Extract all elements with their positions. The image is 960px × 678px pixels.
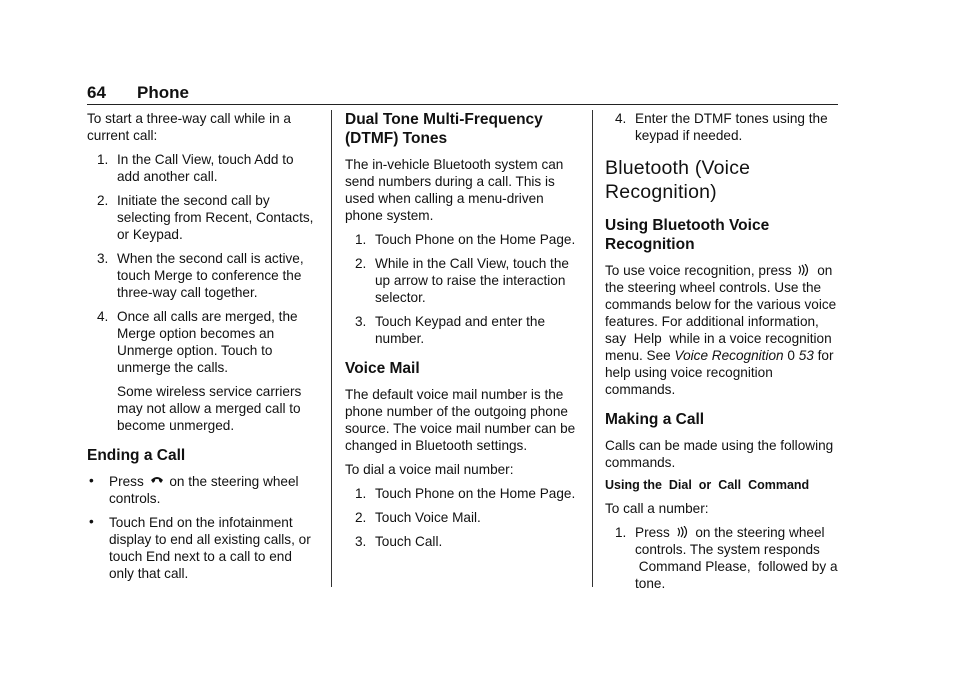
page-number: 64 xyxy=(87,83,106,102)
list-item: • Press on the steering wheel controls. xyxy=(89,473,299,506)
voice-mail-heading: Voice Mail xyxy=(345,360,420,377)
bluetooth-voice-heading: Bluetooth (Voice Recognition) xyxy=(605,157,751,203)
making-call-text: Calls can be made using the following commands. xyxy=(605,438,834,470)
three-way-steps xyxy=(87,151,319,376)
making-call-heading: Making a Call xyxy=(605,411,705,428)
page-ref-number[interactable]: 53 xyxy=(798,348,814,363)
dial-intro: To call a number: xyxy=(605,501,709,516)
carrier-note: Some wireless service carriers may not allow a merged call to become unmerged. xyxy=(117,384,302,433)
list-item: 3. When the second call is active, touch Merge to conference the three-way call together. xyxy=(97,251,304,300)
list-item: 2. Initiate the second call by selecting from Recent, Contacts, or Keypad. xyxy=(97,193,314,242)
three-way-intro: To start a three-way call while in a current call: xyxy=(87,111,291,143)
list-item: 1. Press on the steering wheel controls. The system responds Command Please, followed by a tone. xyxy=(615,525,838,591)
using-voice-heading: Using Bluetooth Voice Recognition xyxy=(605,217,770,253)
ending-call-heading: Ending a Call xyxy=(87,447,186,464)
voice-recognition-link[interactable]: Voice Recognition xyxy=(674,348,784,363)
voice-mail-text: The default voice mail number is the phone number of the outgoing phone source. The voice mail number can be changed in Bluetooth settings. xyxy=(345,387,576,453)
list-item: 4. Once all calls are merged, the Merge option becomes an Unmerge option. Touch to unmerge the calls. xyxy=(97,309,298,375)
voice-icon xyxy=(797,264,811,276)
end-call-icon xyxy=(150,475,164,487)
list-item: 1. In the Call View, touch Add to add another call. xyxy=(97,152,294,184)
column-2 xyxy=(345,110,583,557)
list-item: 4. Enter the DTMF tones using the keypad if needed. xyxy=(615,111,828,143)
voice-icon xyxy=(676,526,690,538)
voice-mail-steps xyxy=(345,485,583,550)
ending-call-list xyxy=(87,473,319,582)
list-item: 1. Touch Phone on the Home Page. xyxy=(355,486,576,501)
list-item: • Touch End on the infotainment display to end all existing calls, or touch End next to a call to end only that call. xyxy=(89,514,311,581)
dtmf-steps xyxy=(345,231,583,347)
column-divider xyxy=(592,110,593,587)
list-item: 2. While in the Call View, touch the up arrow to raise the interaction selector. xyxy=(355,256,569,305)
page-ref-arrow: 0 xyxy=(787,348,795,363)
voice-mail-intro: To dial a voice mail number: xyxy=(345,462,514,477)
section-title: Phone xyxy=(137,83,189,102)
column-1 xyxy=(87,110,319,589)
using-voice-text: To use voice recognition, press on the steering wheel controls. Use the commands below for the various voice features. For additional information, say Help while in a voice recognition menu. See Voice Recognition 0 53 for help using voice recognition commands. xyxy=(605,263,837,397)
column-divider xyxy=(331,110,332,587)
list-item: 3. Touch Call. xyxy=(355,534,443,549)
column-3 xyxy=(605,110,840,599)
list-item: 1. Touch Phone on the Home Page. xyxy=(355,232,576,247)
page-header xyxy=(87,80,838,105)
list-item: 3. Touch Keypad and enter the number. xyxy=(355,314,546,346)
dtmf-steps-continued xyxy=(605,110,840,144)
dial-command-heading: Using the Dial or Call Command xyxy=(605,478,810,492)
dial-steps xyxy=(605,524,840,592)
dtmf-text: The in-vehicle Bluetooth system can send numbers during a call. This is used when calling a menu-driven phone system. xyxy=(345,157,564,223)
dtmf-heading: Dual Tone Multi-Frequency (DTMF) Tones xyxy=(345,111,543,147)
list-item: 2. Touch Voice Mail. xyxy=(355,510,481,525)
